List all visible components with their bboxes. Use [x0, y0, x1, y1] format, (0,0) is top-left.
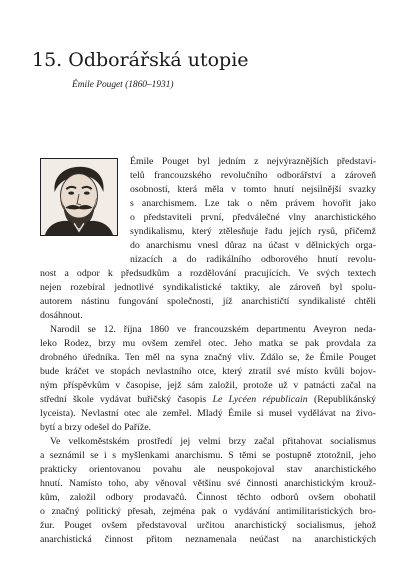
author-byline: Émile Pouget (1860–1931): [72, 80, 174, 90]
body-line: nejen rozebíral jednotlivé syndikalistické taktiky, ale zároveň byl spolu-: [40, 282, 376, 293]
body-line: autorem nástinu fungování společnosti, jíž anarchističtí syndikalisté chtěli: [40, 296, 376, 307]
body-line: bude kráčet ve stopách nevlastního otce, který ztratil své místo kvůli bojov-: [40, 366, 376, 377]
body-line: žur. Pouget ovšem představoval určitou anarchistický socialismus, jehož: [40, 520, 376, 531]
body-line: kům, založil odbory prodavačů. Činnost těchto odborů ovšem obohatil: [40, 492, 376, 503]
journal-title: Le Lycéen républicain: [212, 394, 308, 405]
body-line: s anarchismem. Lze tak o něm právem hovořit jako: [130, 198, 376, 209]
body-line: ným příspěvkům v časopise, jejž sám založil, protože už v patnácti začal na: [40, 380, 376, 391]
body-line: Narodil se 12. října 1860 ve francouzském departmentu Aveyron neda-: [50, 324, 376, 335]
body-line: prakticky orientovanou povahu ale neuspokojoval stav anarchistického: [40, 464, 376, 475]
portrait-illustration-icon: [41, 159, 117, 235]
body-line: a seznámil se i s myšlenkami anarchismu. S těmi se postupně ztotožnil, jeho: [40, 450, 376, 461]
body-line: leko Rodez, brzy mu ovšem zemřel otec. Jeho matka se pak provdala za: [40, 338, 376, 349]
body-line: syndikalismu, který ztělesňuje řadu jejích rysů, přičemž: [130, 226, 376, 237]
body-line: anarchistická činnost přitom neznamenala neúčast na anarchistických: [40, 534, 376, 545]
body-line: nost a odpor k předsudkům a rozdělování pracujících. Ve svých textech: [40, 268, 376, 279]
body-line: dosáhnout.: [40, 310, 83, 321]
body-line: Ve velkoměstském prostředí jej velmi brzy začal přitahovat socialismus: [50, 436, 376, 447]
body-line: osobností, která měla v tomto hnutí nejsilnější svazky: [130, 184, 376, 195]
body-line: o značný politický přesah, zejména pak o vydávání antimilitaristických bro-: [40, 506, 376, 517]
chapter-title: 15. Odborářská utopie: [32, 49, 249, 71]
body-line: nizacích a do radikálního odborového hnutí revolu-: [130, 254, 376, 265]
body-line: do anarchismu vnesl důraz na účast v dělnických orga-: [130, 240, 376, 251]
body-line: Émile Pouget byl jedním z nejvýraznějších představi-: [130, 156, 376, 167]
body-line: lyceista). Nevlastní otec ale zemřel. Mladý Émile si musel vydělávat na živo-: [40, 408, 376, 419]
body-line: střední škole vydávat buřičský časopis Le Lycéen républicain (Republikánský: [40, 394, 376, 405]
author-portrait: [40, 158, 118, 236]
body-line: telů francouzského revolučního odborářství a zároveň: [130, 170, 376, 181]
body-line: bytí a brzy odešel do Paříže.: [40, 422, 151, 433]
body-line: hnutí. Namísto toho, aby věnoval většinu své činnosti anarchistickým krouž-: [40, 478, 376, 489]
body-line: drobného úředníka. Ten měl na syna značný vliv. Zdálo se, že Émile Pouget: [40, 352, 376, 363]
body-line: o představiteli první, předválečné vlny anarchistického: [130, 212, 376, 223]
